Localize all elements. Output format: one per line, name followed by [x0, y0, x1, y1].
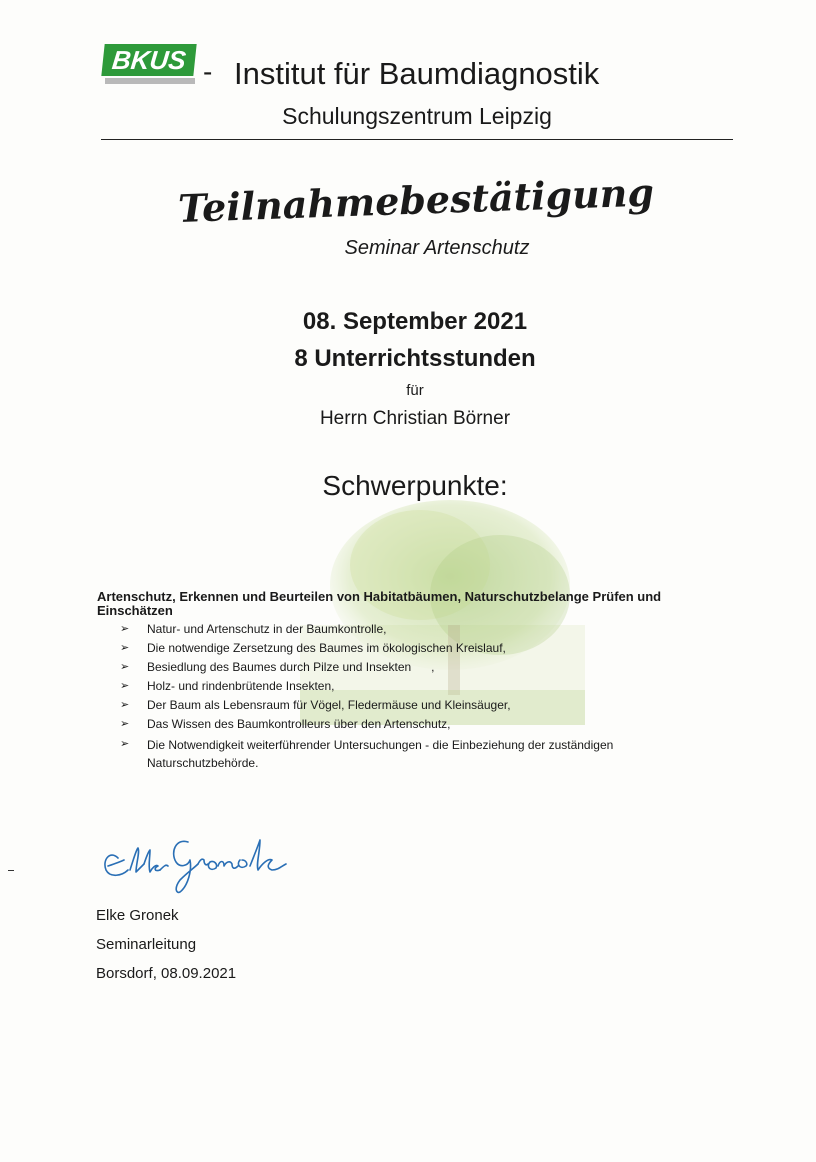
list-item: [120, 659, 680, 678]
signer-name: Elke Gronek: [96, 907, 179, 924]
list-item-text: Besiedlung des Baumes durch Pilze und Insekten ,: [147, 660, 435, 675]
arrow-bullet-icon: ➢: [120, 642, 130, 655]
topic-list: [120, 621, 680, 772]
list-item: [120, 736, 680, 772]
seminar-name: Seminar Artenschutz: [344, 237, 530, 259]
list-item: [120, 716, 680, 735]
arrow-bullet-icon: ➢: [120, 623, 130, 635]
certificate-title: Teilnahmebestätigung: [177, 169, 655, 232]
margin-mark: [8, 870, 14, 871]
list-item-text: Holz- und rindenbrütende Insekten,: [147, 679, 335, 694]
logo-underline: [105, 78, 195, 84]
list-item: [120, 697, 680, 716]
list-item-text: Natur- und Artenschutz in der Baumkontrolle,: [147, 622, 387, 636]
arrow-bullet-icon: ➢: [120, 680, 130, 693]
header-dash: -: [203, 56, 213, 87]
topic-title: Artenschutz, Erkennen und Beurteilen von Habitatbäumen, Naturschutzbelange Prüfen und Einschätzen: [97, 589, 662, 618]
bkus-logo: [103, 44, 195, 84]
list-item: [120, 640, 680, 659]
institute-title: Institut für Baumdiagnostik: [234, 56, 600, 91]
arrow-bullet-icon: ➢: [120, 718, 130, 731]
list-item-text: Das Wissen des Baumkontrolleurs über den Artenschutz,: [147, 717, 451, 732]
list-item-text: Die notwendige Zersetzung des Baumes im ökologischen Kreislauf,: [147, 641, 506, 656]
arrow-bullet-icon: ➢: [120, 737, 130, 750]
arrow-bullet-icon: ➢: [120, 661, 130, 674]
recipient-name: Herrn Christian Börner: [319, 408, 511, 429]
logo-text: BKUS: [101, 44, 196, 76]
signer-role: Seminarleitung: [96, 936, 197, 953]
list-item: [120, 621, 680, 640]
place-date: Borsdorf, 08.09.2021: [96, 965, 237, 982]
teaching-hours: 8 Unterrichtsstunden: [294, 345, 536, 372]
focus-heading: Schwerpunkte:: [322, 470, 508, 501]
list-item: [120, 678, 680, 697]
for-label: für: [406, 382, 424, 399]
header-divider: [101, 139, 733, 140]
list-item-text: Die Notwendigkeit weiterführender Untersuchungen - die Einbeziehung der zuständigen Naturschutzbehörde.: [147, 737, 614, 770]
list-item-text: Der Baum als Lebensraum für Vögel, Fledermäuse und Kleinsäuger,: [147, 698, 511, 713]
training-center: Schulungszentrum Leipzig: [282, 103, 552, 129]
arrow-bullet-icon: ➢: [120, 699, 130, 712]
handwritten-signature: [100, 830, 290, 900]
seminar-date: 08. September 2021: [302, 308, 528, 335]
